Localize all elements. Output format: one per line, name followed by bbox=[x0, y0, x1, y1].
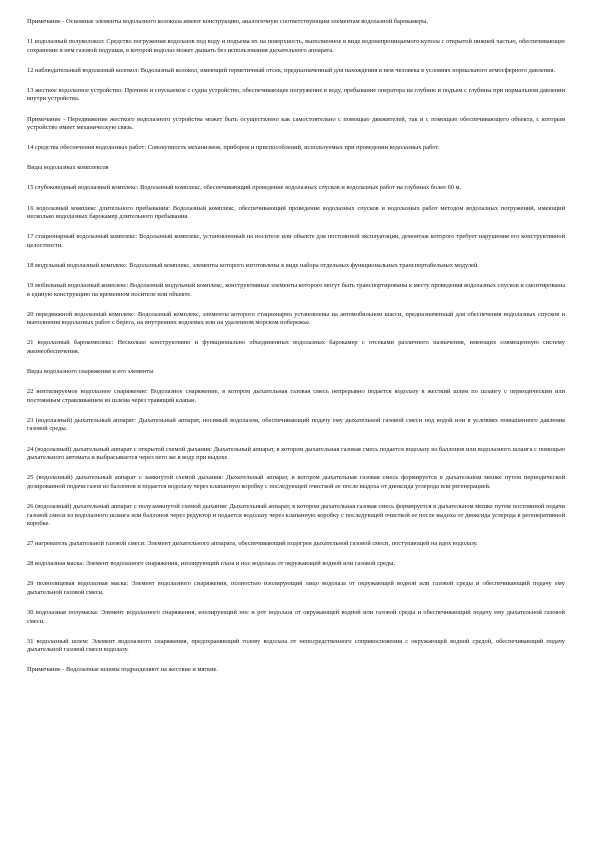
term-label: 18 модульный водолазный комплекс: bbox=[27, 261, 128, 269]
term-definition bbox=[27, 388, 565, 405]
term-text: Дыхательный аппарат, в котором дыхательная газовая смесь формируется в дыхательном мешке путем постоянной подачи газовой смеси из водолазного шланга или баллонов через редуктор и подается водолазу через клапанную коробку с последующей очисткой ее после выдоха от диоксида углерода в регенеративной коробке. bbox=[27, 502, 565, 528]
term-text: Дыхательный аппарат, носимый водолазом, обеспечивающий подачу ему дыхательной газовой смеси под водой или в условиях повышенного давления газовой среды. bbox=[27, 416, 565, 433]
term-text: Водолазный комплекс, элементы которого стационарно установлены на автомобильном шасси, предназначенный для обеспечения водолазных спусков и выполнения водолазных работ с берега, на внутренних водоемах или на удаленном морском побережье. bbox=[27, 310, 565, 327]
term-label: 31 водолазный шлем: bbox=[27, 637, 89, 645]
term-definition bbox=[27, 638, 565, 655]
document-body bbox=[27, 18, 565, 687]
term-label: 27 нагреватель дыхательной газовой смеси: bbox=[27, 540, 146, 548]
term-definition bbox=[27, 87, 565, 104]
term-text: Водолазный комплекс, элементы которого изготовлены в виде набора отдельных функциональных транспортабельных модулей. bbox=[127, 261, 479, 269]
term-label: 26 (водолазный) дыхательный аппарат с полузамкнутой схемой дыхания: bbox=[27, 502, 228, 510]
term-definition bbox=[27, 311, 565, 328]
term-label: 21 водолазный барокомплекс: bbox=[27, 339, 114, 347]
term-label: 14 средства обеспечения водолазных работ: bbox=[27, 144, 147, 152]
term-text: Средство погружения водолазов под воду и подъема их на поверхность, выполненное в виде водонепроницаемого купола с открытой нижней частью, обеспечивающее сохранение в нем газовой подушки, в которой водолаз может дышать без использования дыхательного аппарата. bbox=[27, 38, 565, 54]
term-label: 16 водолазный комплекс длительного пребывания: bbox=[27, 204, 171, 212]
term-text: Водолазное снаряжение, в котором дыхательная газовая смесь непрерывно подается водолазу в жесткий шлем по шлангу с периодическим или постоянным стравливанием из шлема через травящий клапан. bbox=[27, 388, 565, 404]
term-text: Совокупность механизмов, приборов и приспособлений, используемых при проведении водолазных работ. bbox=[146, 144, 440, 152]
term-definition bbox=[27, 580, 565, 597]
note-paragraph: Примечание - Передвижение жесткого водолазного устройства может быть осуществлено как самостоятельно с помощью движителей, так и с помощью обеспечивающего объекта, с которым устройство имеет механическую связь. bbox=[27, 115, 565, 132]
term-label: 25 (водолазный) дыхательный аппарат с замкнутой схемой дыхания: bbox=[27, 474, 224, 482]
term-label: 17 стационарный водолазный комплекс: bbox=[27, 233, 138, 241]
term-text: Водолазный комплекс, обеспечивающий проведение водолазных спусков и водолазных работ на глубинах более 60 м. bbox=[138, 184, 462, 192]
note-paragraph: Примечание - Основные элементы водолазного колокола имеют конструкцию, аналогичную соответствующим элементам водолазной барокамеры. bbox=[27, 18, 429, 25]
term-label: 12 наблюдательный водолазный колокол: bbox=[27, 66, 140, 74]
term-text: Несколько конструктивно и функционально объединенных водолазных барокамер с отсеками различного назначения, имеющих совмещенную систему жизнеобеспечения. bbox=[27, 339, 565, 355]
term-definition bbox=[27, 144, 565, 153]
term-text: Дыхательный аппарат, в котором дыхательная газовая смесь подается водолазу из баллонов или водолазного шланга с помощью дыхательного автомата и выбрасывается через него же в воду при выдохе. bbox=[27, 445, 565, 462]
term-label: 24 (водолазный) дыхательный аппарат с открытой схемой дыхания: bbox=[27, 445, 212, 453]
term-definition bbox=[27, 184, 565, 193]
term-text: Элемент водолазного снаряжения, изолирующий нос и рот водолаза от окружающей водной или газовой среды и обеспечивающий подачу ему дыхательной газовой смеси. bbox=[27, 609, 565, 625]
term-text: Дыхательный аппарат, в котором дыхательная газовая смесь формируется в дыхательном мешке путем периодической дозированной подачи газов из баллонов и подается водолазу через клапанную коробку с последующей очисткой ее после выдоха от диоксида углерода или регенерацией. bbox=[27, 474, 565, 490]
term-text: Водолазный модульный комплекс, конструктивные элементы которого могут быть транспортированы к месту проведения водолазных спусков и смонтированы в единую конструкцию на временном носителе или объекте. bbox=[27, 282, 565, 298]
term-label: 19 мобильный водолазный комплекс: bbox=[27, 282, 129, 289]
term-definition bbox=[27, 38, 565, 55]
term-definition bbox=[27, 339, 565, 356]
section-heading: Виды водолазных комплексов bbox=[27, 164, 109, 172]
term-text: Прочное и спускаемое с судна устройство, обеспечивающее погружение в воду, пребывание оператора на глубине и подъем с глубины при нормальном давлении внутри устройства. bbox=[27, 86, 565, 103]
term-text: Элемент водолазного снаряжения, предохраняющий голову водолаза от непосредственного соприкосновения с окружающей водной средой, обеспечивающий подачу дыхательной газовой смеси водолазу. bbox=[27, 637, 566, 654]
term-text: Водолазный комплекс, обеспечивающий проведение водолазных спусков и водолазных работ методом водолазных погружений, имеющий несколько водолазных барокамер длительного пребывания. bbox=[27, 204, 565, 221]
term-definition bbox=[27, 233, 565, 250]
term-label: 28 водолазная маска: bbox=[27, 560, 84, 568]
term-text: Водолазный колокол, имеющий герметичный отсек, предназначенный для нахождения в нем человека в условиях нормального атмосферного давления. bbox=[139, 66, 556, 74]
term-label: 11 водолазный полуколокол: bbox=[27, 38, 105, 46]
term-text: Элемент водолазного снаряжения, изолирующий глаза и нос водолаза от окружающей водной или газовой среды. bbox=[83, 560, 396, 568]
term-definition bbox=[27, 282, 565, 299]
term-text: Элемент водолазного снаряжения, полностью изолирующий лицо водолаза от окружающей водной или газовой среды и обеспечивающий подачу ему дыхательной газовой смеси. bbox=[27, 580, 565, 596]
term-definition bbox=[27, 609, 565, 626]
term-label: 20 передвижной водолазный комплекс: bbox=[27, 310, 136, 318]
term-definition bbox=[27, 417, 565, 434]
term-definition bbox=[27, 560, 565, 569]
term-label: 29 полнолицевая водолазная маска: bbox=[27, 580, 129, 588]
term-definition bbox=[27, 446, 565, 463]
term-label: 23 (водолазный) дыхательный аппарат: bbox=[27, 416, 137, 424]
term-definition bbox=[27, 503, 565, 529]
note-paragraph: Примечание - Водолазные шлемы подразделяют на жесткие и мягкие. bbox=[27, 666, 218, 674]
term-text: Водолазный комплекс, установленный на носителе или объекте для постоянной эксплуатации, демонтаж которого требует нарушения его конструктивной целостности. bbox=[27, 233, 565, 249]
term-definition bbox=[27, 262, 565, 271]
term-definition bbox=[27, 540, 565, 549]
term-label: 15 глубоководный водолазный комплекс: bbox=[27, 184, 139, 192]
section-heading: Виды водолазного снаряжения и его элементы bbox=[27, 368, 154, 376]
term-definition bbox=[27, 474, 565, 491]
term-label: 22 вентилируемое водолазное снаряжение: bbox=[27, 388, 148, 396]
term-label: 30 водолазная полумаска: bbox=[27, 609, 99, 617]
term-label: 13 жесткое водолазное устройство: bbox=[27, 86, 123, 94]
term-definition bbox=[27, 205, 565, 222]
term-definition bbox=[27, 67, 565, 76]
term-text: Элемент дыхательного аппарата, обеспечивающий подогрев дыхательной газовой смеси, поступающей на вдох водолазу. bbox=[145, 540, 478, 548]
